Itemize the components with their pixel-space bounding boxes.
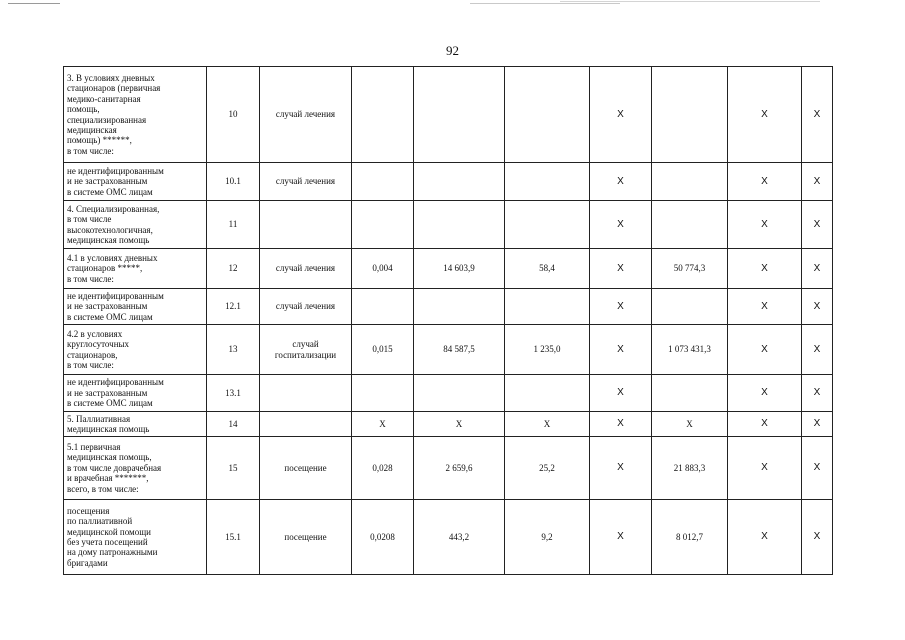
row-number-cell: 12 — [207, 249, 260, 289]
unit-cell: посещение — [260, 437, 352, 500]
col9-cell: Х — [728, 249, 802, 289]
cost-cell — [414, 67, 505, 163]
data-table — [63, 66, 833, 575]
total-cost-cell: Х — [652, 412, 728, 437]
unit-cell: случай лечения — [260, 289, 352, 325]
row-name-cell: 5. Паллиативная медицинская помощь — [64, 412, 207, 437]
col10-cell: Х — [802, 437, 833, 500]
table-row — [64, 201, 833, 249]
total-cost-cell: 21 883,3 — [652, 437, 728, 500]
total-cost-cell: 8 012,7 — [652, 500, 728, 575]
norm-cell: 0,015 — [352, 325, 414, 375]
col9-cell: Х — [728, 289, 802, 325]
per-capita-cell — [505, 163, 590, 201]
row-name-cell: 4.1 в условиях дневных стационаров *****, в том числе: — [64, 249, 207, 289]
total-cost-cell — [652, 289, 728, 325]
table-row — [64, 249, 833, 289]
row-name-cell: 5.1 первичная медицинская помощь, в том числе доврачебная и врачебная *******, всего, в том числе: — [64, 437, 207, 500]
norm-cell: 0,004 — [352, 249, 414, 289]
norm-cell: 0,028 — [352, 437, 414, 500]
norm-cell: 0,0208 — [352, 500, 414, 575]
total-cost-cell: 1 073 431,3 — [652, 325, 728, 375]
table-row — [64, 500, 833, 575]
per-capita-cell: Х — [505, 412, 590, 437]
col7-cell: Х — [590, 67, 652, 163]
table-row — [64, 289, 833, 325]
col9-cell: Х — [728, 325, 802, 375]
total-cost-cell — [652, 163, 728, 201]
col10-cell: Х — [802, 375, 833, 412]
row-number-cell: 11 — [207, 201, 260, 249]
table-row — [64, 325, 833, 375]
row-name-cell: не идентифицированным и не застрахованным в системе ОМС лицам — [64, 289, 207, 325]
col10-cell: Х — [802, 201, 833, 249]
col10-cell: Х — [802, 500, 833, 575]
col7-cell: Х — [590, 325, 652, 375]
norm-cell — [352, 375, 414, 412]
table-row — [64, 67, 833, 163]
total-cost-cell — [652, 67, 728, 163]
unit-cell — [260, 412, 352, 437]
per-capita-cell — [505, 289, 590, 325]
row-number-cell: 15 — [207, 437, 260, 500]
scan-artifact-line — [8, 3, 60, 4]
col9-cell: Х — [728, 500, 802, 575]
row-name-cell: 4. Специализированная, в том числе высокотехнологичная, медицинская помощь — [64, 201, 207, 249]
per-capita-cell: 1 235,0 — [505, 325, 590, 375]
col10-cell: Х — [802, 163, 833, 201]
unit-cell: случай госпитализации — [260, 325, 352, 375]
unit-cell: случай лечения — [260, 67, 352, 163]
cost-cell — [414, 289, 505, 325]
row-name-cell: 4.2 в условиях круглосуточных стационаров, в том числе: — [64, 325, 207, 375]
col7-cell: Х — [590, 201, 652, 249]
row-name-cell: не идентифицированным и не застрахованным в системе ОМС лицам — [64, 375, 207, 412]
table-row — [64, 375, 833, 412]
table-body — [64, 67, 833, 575]
norm-cell — [352, 67, 414, 163]
row-name-cell: не идентифицированным и не застрахованным в системе ОМС лицам — [64, 163, 207, 201]
table-row — [64, 412, 833, 437]
cost-cell — [414, 163, 505, 201]
col9-cell: Х — [728, 201, 802, 249]
page-number: 92 — [446, 43, 459, 58]
per-capita-cell: 58,4 — [505, 249, 590, 289]
row-number-cell: 15.1 — [207, 500, 260, 575]
cost-cell: 84 587,5 — [414, 325, 505, 375]
col7-cell: Х — [590, 163, 652, 201]
scan-artifact-line — [470, 3, 620, 4]
cost-cell — [414, 201, 505, 249]
col10-cell: Х — [802, 325, 833, 375]
unit-cell — [260, 375, 352, 412]
col10-cell: Х — [802, 289, 833, 325]
total-cost-cell: 50 774,3 — [652, 249, 728, 289]
per-capita-cell: 25,2 — [505, 437, 590, 500]
col9-cell: Х — [728, 67, 802, 163]
unit-cell — [260, 201, 352, 249]
row-name-cell: посещения по паллиативной медицинской помощи без учета посещений на дому патронажными бригадами — [64, 500, 207, 575]
unit-cell: случай лечения — [260, 249, 352, 289]
total-cost-cell — [652, 201, 728, 249]
col10-cell: Х — [802, 412, 833, 437]
row-number-cell: 12.1 — [207, 289, 260, 325]
norm-cell: Х — [352, 412, 414, 437]
col9-cell: Х — [728, 375, 802, 412]
per-capita-cell — [505, 375, 590, 412]
norm-cell — [352, 201, 414, 249]
per-capita-cell — [505, 201, 590, 249]
cost-cell: 14 603,9 — [414, 249, 505, 289]
row-number-cell: 14 — [207, 412, 260, 437]
col9-cell: Х — [728, 163, 802, 201]
scan-artifact-line — [560, 1, 820, 2]
cost-cell: Х — [414, 412, 505, 437]
per-capita-cell — [505, 67, 590, 163]
row-name-cell: 3. В условиях дневных стационаров (первичная медико-санитарная помощь, специализированная медицинская помощь) ******, в том числе: — [64, 67, 207, 163]
per-capita-cell: 9,2 — [505, 500, 590, 575]
col9-cell: Х — [728, 412, 802, 437]
col10-cell: Х — [802, 249, 833, 289]
row-number-cell: 10.1 — [207, 163, 260, 201]
row-number-cell: 13 — [207, 325, 260, 375]
cost-cell: 2 659,6 — [414, 437, 505, 500]
norm-cell — [352, 163, 414, 201]
table-row — [64, 163, 833, 201]
col10-cell: Х — [802, 67, 833, 163]
cost-cell: 443,2 — [414, 500, 505, 575]
col7-cell: Х — [590, 437, 652, 500]
row-number-cell: 13.1 — [207, 375, 260, 412]
norm-cell — [352, 289, 414, 325]
col7-cell: Х — [590, 249, 652, 289]
row-number-cell: 10 — [207, 67, 260, 163]
cost-cell — [414, 375, 505, 412]
table-row — [64, 437, 833, 500]
col9-cell: Х — [728, 437, 802, 500]
col7-cell: Х — [590, 289, 652, 325]
col7-cell: Х — [590, 500, 652, 575]
col7-cell: Х — [590, 412, 652, 437]
unit-cell: случай лечения — [260, 163, 352, 201]
total-cost-cell — [652, 375, 728, 412]
unit-cell: посещение — [260, 500, 352, 575]
col7-cell: Х — [590, 375, 652, 412]
